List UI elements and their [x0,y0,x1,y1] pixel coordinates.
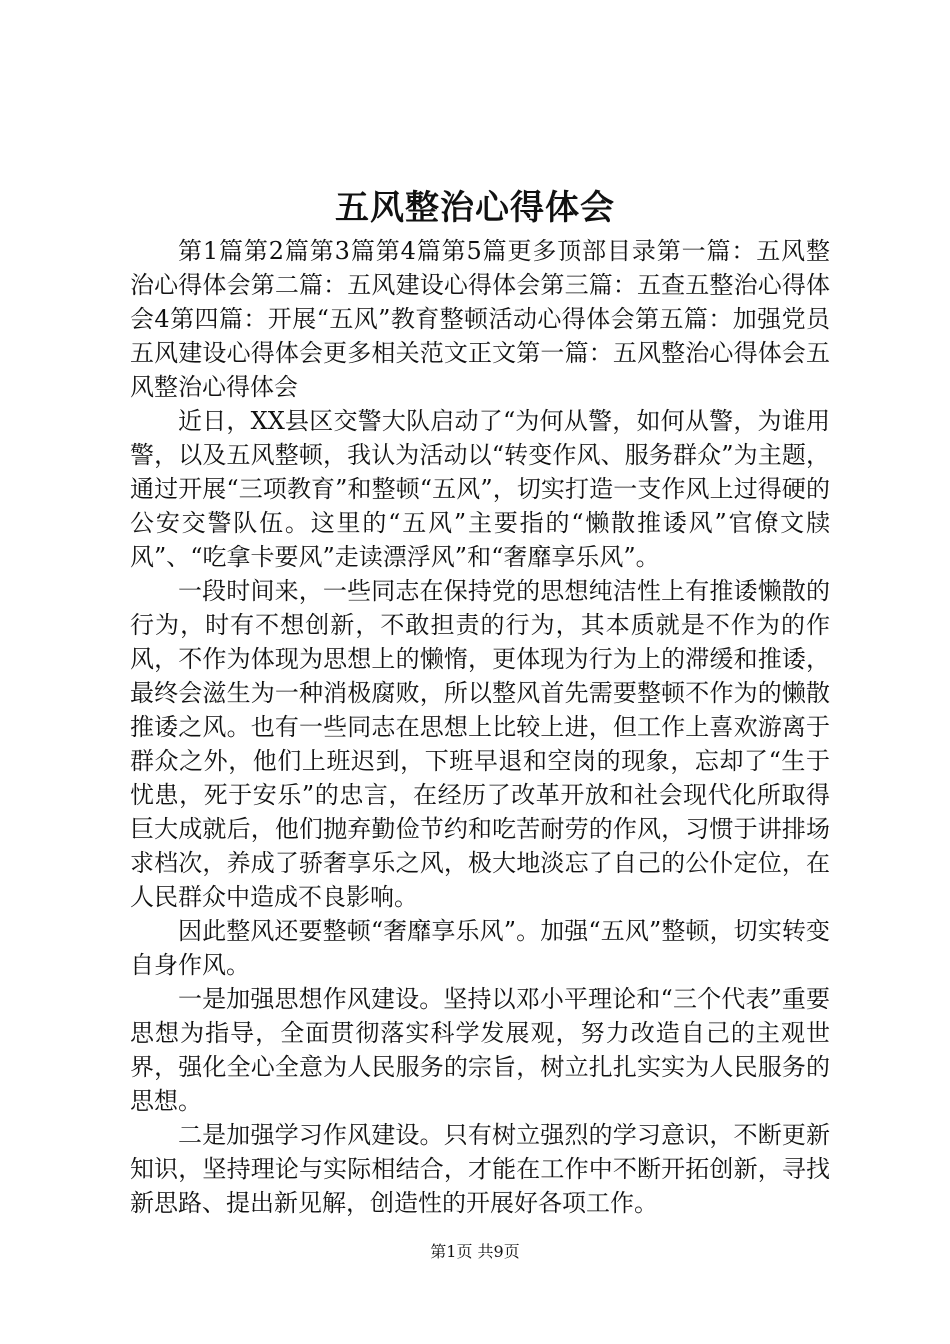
paragraph-point-two: 二是加强学习作风建设。只有树立强烈的学习意识，不断更新知识，坚持理论与实际相结合，才能在工作中不断开拓创新，寻找新思路、提出新见解，创造性的开展好各项工作。 [130,1121,830,1217]
paragraph-problem: 一段时间来，一些同志在保持党的思想纯洁性上有推诿懒散的行为，时有不想创新，不敢担责的行为，其本质就是不作为的作风，不作为体现为思想上的懒惰，更体现为行为上的滞缓和推诿，最终会滋生为一种消极腐败，所以整风首先需要整顿不作为的懒散推诿之风。也有一些同志在思想上比较上进，但工作上喜欢游离于群众之外，他们上班迟到，下班早退和空岗的现象，忘却了“生于忧患，死于安乐”的忠言，在经历了改革开放和社会现代化所取得巨大成就后，他们抛弃勤俭节约和吃苦耐劳的作风，习惯于讲排场求档次，养成了骄奢享乐之风，极大地淡忘了自己的公仆定位，在人民群众中造成不良影响。 [130,577,830,911]
document-title: 五风整治心得体会 [335,188,615,228]
document-body [130,234,830,1220]
paragraph-conclusion: 因此整风还要整顿“奢靡享乐风”。加强“五风”整顿，切实转变自身作风。 [130,917,830,979]
page-number-footer: 第1页 共9页 [430,1242,520,1261]
paragraph-point-one: 一是加强思想作风建设。坚持以邓小平理论和“三个代表”重要思想为指导，全面贯彻落实科学发展观，努力改造自己的主观世界，强化全心全意为人民服务的宗旨，树立扎扎实实为人民服务的思想。 [130,985,830,1115]
paragraph-toc: 第1篇第2篇第3篇第4篇第5篇更多顶部目录第一篇：五风整治心得体会第二篇：五风建设心得体会第三篇：五查五整治心得体会4第四篇：开展“五风”教育整顿活动心得体会第五篇：加强党员五风建设心得体会更多相关范文正文第一篇：五风整治心得体会五风整治心得体会 [130,237,830,401]
paragraph-intro: 近日，XX县区交警大队启动了“为何从警，如何从警，为谁用警，以及五风整顿，我认为活动以“转变作风、服务群众”为主题，通过开展“三项教育”和整顿“五风”，切实打造一支作风上过得硬的公安交警队伍。这里的“五风”主要指的“懒散推诿风”官僚文牍风”、“吃拿卡要风”走读漂浮风”和“奢靡享乐风”。 [130,407,830,571]
